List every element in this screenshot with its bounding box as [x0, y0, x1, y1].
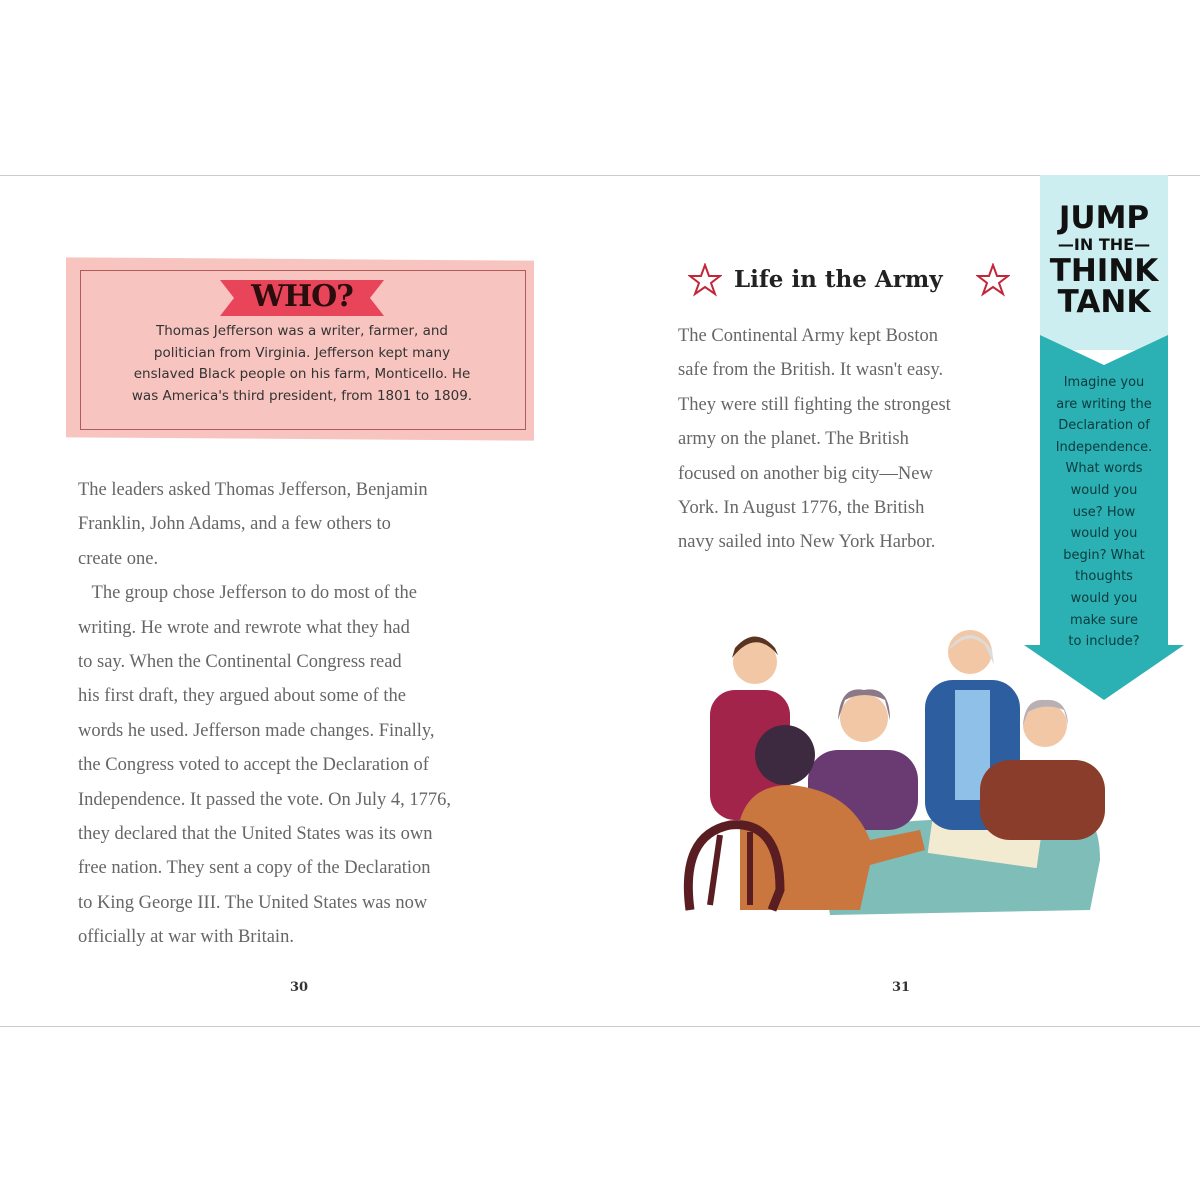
body-line: create one. [78, 548, 159, 569]
body-line: Franklin, John Adams, and a few others to [78, 514, 391, 535]
tank-line: would you [1070, 482, 1138, 498]
tank-line: to include? [1068, 634, 1140, 650]
who-text [90, 321, 514, 407]
tank-line: Independence. [1055, 439, 1153, 455]
body-line: The leaders asked Thomas Jefferson, Benjamin [78, 480, 428, 500]
page-number-left: 30 [290, 980, 309, 995]
body-line: free nation. They sent a copy of the Declaration [78, 858, 431, 879]
right-body-text [678, 319, 951, 560]
who-title: WHO? [251, 279, 353, 314]
title-line: —IN THE— [1057, 235, 1151, 254]
tank-line: thoughts [1075, 569, 1133, 585]
tank-line: What words [1065, 461, 1143, 477]
body-line: words he used. Jefferson made changes. Finally, [78, 720, 435, 741]
tank-line: would you [1070, 590, 1138, 606]
body-line: army on the planet. The British [678, 429, 909, 450]
who-line: enslaved Black people on his farm, Monticello. He [133, 366, 471, 382]
title-line: THINK [1049, 253, 1159, 289]
page-number-right: 31 [892, 980, 911, 995]
star-icon [976, 263, 1010, 297]
title-line: JUMP [1058, 200, 1150, 236]
body-line: focused on another big city—New [678, 463, 933, 484]
body-line: writing. He wrote and rewrote what they had [78, 617, 410, 638]
tank-line: make sure [1070, 612, 1138, 628]
tank-line: Imagine you [1063, 375, 1145, 390]
title-line: TANK [1057, 284, 1151, 320]
body-line: navy sailed into New York Harbor. [678, 532, 936, 553]
star-icon [688, 263, 722, 297]
body-line: York. In August 1776, the British [678, 497, 925, 518]
body-line: they declared that the United States was its own [78, 823, 433, 844]
section-heading: Life in the Army [734, 266, 943, 293]
body-line: safe from the British. It wasn't easy. [678, 360, 944, 381]
body-line: The group chose Jefferson to do most of the [78, 583, 417, 604]
body-line: Independence. It passed the vote. On July 4, 1776, [78, 789, 451, 810]
left-body-text [78, 473, 451, 954]
tank-line: would you [1070, 526, 1138, 542]
body-line: The Continental Army kept Boston [678, 326, 939, 346]
who-line: politician from Virginia. Jefferson kept many [153, 344, 451, 361]
body-line: to say. When the Continental Congress read [78, 651, 402, 672]
who-line: was America's third president, from 1801 to 1809. [131, 387, 473, 404]
body-line: They were still fighting the strongest [678, 394, 951, 415]
think-tank-title [1040, 200, 1168, 320]
founders-illustration [680, 620, 1120, 920]
body-line: to King George III. The United States was now [78, 892, 428, 913]
body-line: officially at war with Britain. [78, 927, 294, 948]
think-tank-text [1040, 372, 1168, 653]
body-line: his first draft, they argued about some of the [78, 686, 406, 707]
who-line: Thomas Jefferson was a writer, farmer, and [156, 323, 448, 339]
tank-line: Declaration of [1058, 418, 1150, 434]
tank-line: begin? What [1063, 547, 1145, 563]
tank-line: use? How [1072, 504, 1136, 520]
body-line: the Congress voted to accept the Declaration of [78, 755, 429, 776]
tank-line: are writing the [1056, 396, 1152, 412]
